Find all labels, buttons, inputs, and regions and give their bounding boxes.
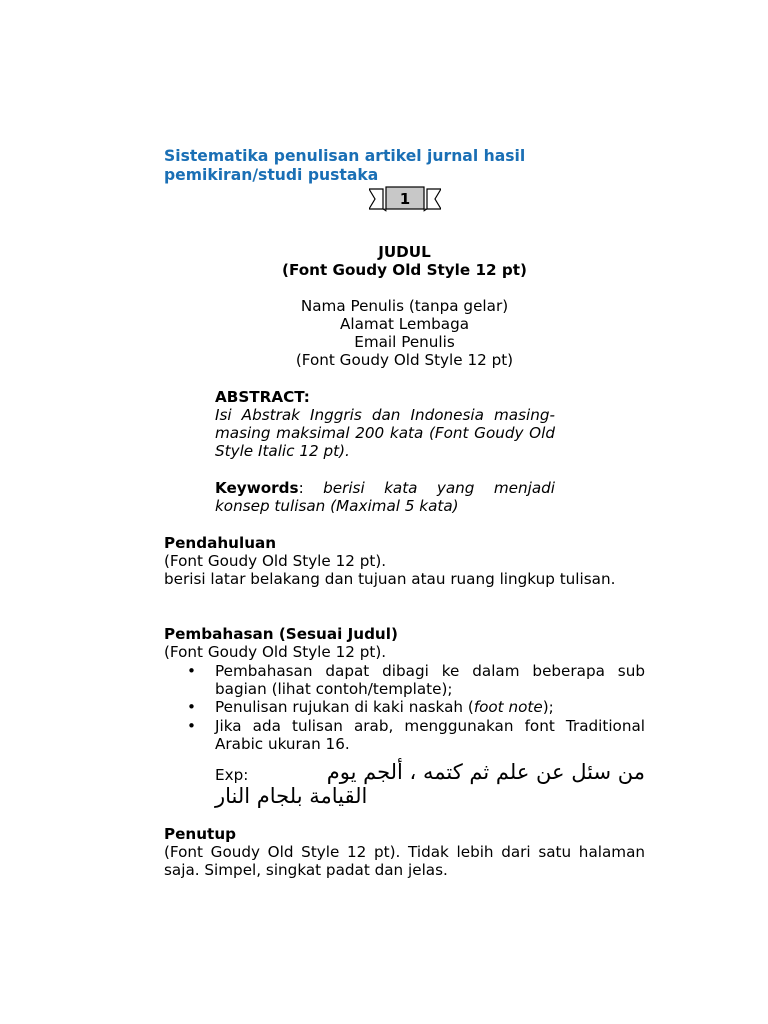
author-institution: Alamat Lembaga — [339, 315, 470, 333]
discussion-font-note: (Font Goudy Old Style 12 pt). — [164, 643, 387, 661]
bullet-text-1: Pembahasan dapat dibagi ke dalam beberapa sub bagian (lihat contoh/template); — [215, 662, 645, 699]
abstract-text: Isi Abstrak Inggris dan Indonesia masing-masing maksimal 200 kata (Font Goudy Old Style Italic 12 pt). — [215, 406, 555, 461]
bullet-text-2-post: ); — [542, 698, 554, 717]
bullet-icon: • — [187, 662, 196, 680]
heading-line-2: pemikiran/studi pustaka — [164, 165, 379, 184]
arabic-text-1: من سئل عن علم ثم كتمه ، ألجم يوم — [326, 760, 645, 784]
bullet-icon: • — [187, 698, 196, 717]
author-font-note: (Font Goudy Old Style 12 pt) — [295, 351, 514, 369]
keywords-separator: : — [298, 479, 324, 497]
abstract-label: ABSTRACT: — [215, 388, 310, 406]
closing-title: Penutup — [164, 825, 236, 843]
list-item — [164, 698, 645, 716]
bullet-text-2-pre: Penulisan rujukan di kaki naskah ( — [215, 698, 474, 717]
author-name: Nama Penulis (tanpa gelar) — [300, 297, 509, 315]
title-line-1: JUDUL — [378, 243, 431, 261]
section-number: 1 — [399, 190, 411, 208]
list-item — [164, 662, 645, 698]
keywords-text: berisi kata yang menjadi konsep tulisan (Maximal 5 kata) — [215, 479, 555, 516]
intro-title: Pendahuluan — [164, 534, 277, 552]
list-item — [164, 717, 645, 753]
keywords — [215, 479, 555, 515]
heading-line-1: Sistematika penulisan artikel jurnal hasil — [164, 147, 526, 165]
keywords-label: Keywords — [215, 479, 299, 497]
bullet-text-3: Jika ada tulisan arab, menggunakan font Traditional Arabic ukuran 16. — [215, 716, 645, 753]
page-heading — [164, 147, 584, 184]
discussion-title: Pembahasan (Sesuai Judul) — [164, 625, 398, 643]
discussion-bullet-list — [164, 662, 645, 753]
bullet-text-2-italic: foot note — [473, 698, 543, 717]
section-number-banner — [369, 186, 441, 212]
author-email: Email Penulis — [354, 333, 455, 351]
intro-text: berisi latar belakang dan tujuan atau ruang lingkup tulisan. — [164, 570, 616, 588]
arabic-text-2: القيامة بلجام النار — [215, 784, 368, 808]
example-label: Exp: — [215, 766, 249, 784]
title-line-2: (Font Goudy Old Style 12 pt) — [282, 261, 527, 279]
intro-font-note: (Font Goudy Old Style 12 pt). — [164, 552, 387, 570]
bullet-icon: • — [187, 716, 196, 735]
closing-text: (Font Goudy Old Style 12 pt). Tidak lebih dari satu halaman saja. Simpel, singkat padat dan jelas. — [164, 843, 645, 880]
